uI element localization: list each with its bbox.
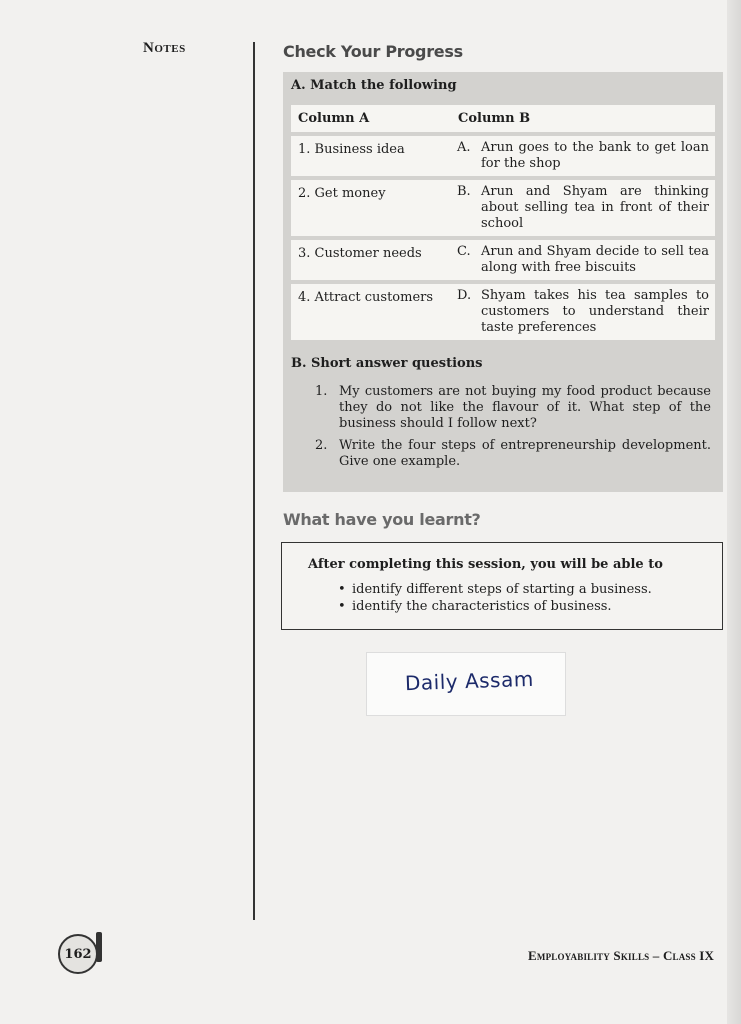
column-a-cell: 4. Attract customers xyxy=(298,290,434,305)
match-row xyxy=(291,240,715,280)
column-b-letter: C. xyxy=(457,244,471,259)
what-learnt-title: What have you learnt? xyxy=(283,510,481,529)
question-number: 2. xyxy=(315,438,328,453)
match-row xyxy=(291,136,715,176)
page-number: 162 xyxy=(58,934,98,974)
watermark-stamp xyxy=(366,652,566,716)
learnt-item xyxy=(338,581,652,598)
learnt-item-text: identify different steps of starting a business. xyxy=(352,582,652,597)
bullet-icon: • xyxy=(338,599,346,614)
stamp-text: Daily Assam xyxy=(404,666,535,696)
column-b-cell xyxy=(451,136,715,176)
match-row xyxy=(291,284,715,340)
column-b-header: Column B xyxy=(458,111,531,126)
short-answer-list xyxy=(315,384,711,476)
column-a-cell: 3. Customer needs xyxy=(298,246,422,261)
column-a-cell: 1. Business idea xyxy=(298,142,405,157)
question-text: My customers are not buying my food product because they do not like the flavour of it. What step of the business should I follow next? xyxy=(339,384,711,431)
column-b-text: Arun goes to the bank to get loan for the shop xyxy=(481,140,709,171)
column-b-text: Arun and Shyam decide to sell tea along with free biscuits xyxy=(481,244,709,275)
check-progress-title: Check Your Progress xyxy=(283,42,463,61)
notes-divider xyxy=(253,42,255,920)
column-a-header: Column A xyxy=(298,111,370,126)
learnt-item xyxy=(338,598,652,615)
footer-title: Employability Skills – Class IX xyxy=(528,948,715,963)
learnt-item-text: identify the characteristics of business. xyxy=(352,599,612,614)
short-answer-heading: B. Short answer questions xyxy=(291,356,483,371)
column-b-letter: A. xyxy=(457,140,471,155)
question-item xyxy=(315,438,711,470)
column-b-cell xyxy=(451,284,715,340)
column-b-cell xyxy=(451,240,715,280)
learnt-box xyxy=(281,542,723,630)
match-row xyxy=(291,180,715,236)
match-table xyxy=(291,105,715,344)
column-b-text: Arun and Shyam are thinking about selling tea in front of their school xyxy=(481,184,709,231)
bullet-icon: • xyxy=(338,582,346,597)
column-a-cell: 2. Get money xyxy=(298,186,386,201)
question-item xyxy=(315,384,711,432)
question-number: 1. xyxy=(315,384,328,399)
page-edge xyxy=(727,0,741,1024)
column-b-cell xyxy=(451,180,715,236)
match-heading: A. Match the following xyxy=(291,78,457,93)
check-progress-box xyxy=(283,72,723,492)
column-b-letter: D. xyxy=(457,288,472,303)
match-table-header xyxy=(291,105,715,132)
learnt-list xyxy=(338,581,652,615)
notes-label: Notes xyxy=(143,40,186,56)
column-b-letter: B. xyxy=(457,184,471,199)
learnt-intro: After completing this session, you will be able to xyxy=(308,557,663,572)
column-b-text: Shyam takes his tea samples to customers to understand their taste preferences xyxy=(481,288,709,335)
question-text: Write the four steps of entrepreneurship development. Give one example. xyxy=(339,438,711,469)
